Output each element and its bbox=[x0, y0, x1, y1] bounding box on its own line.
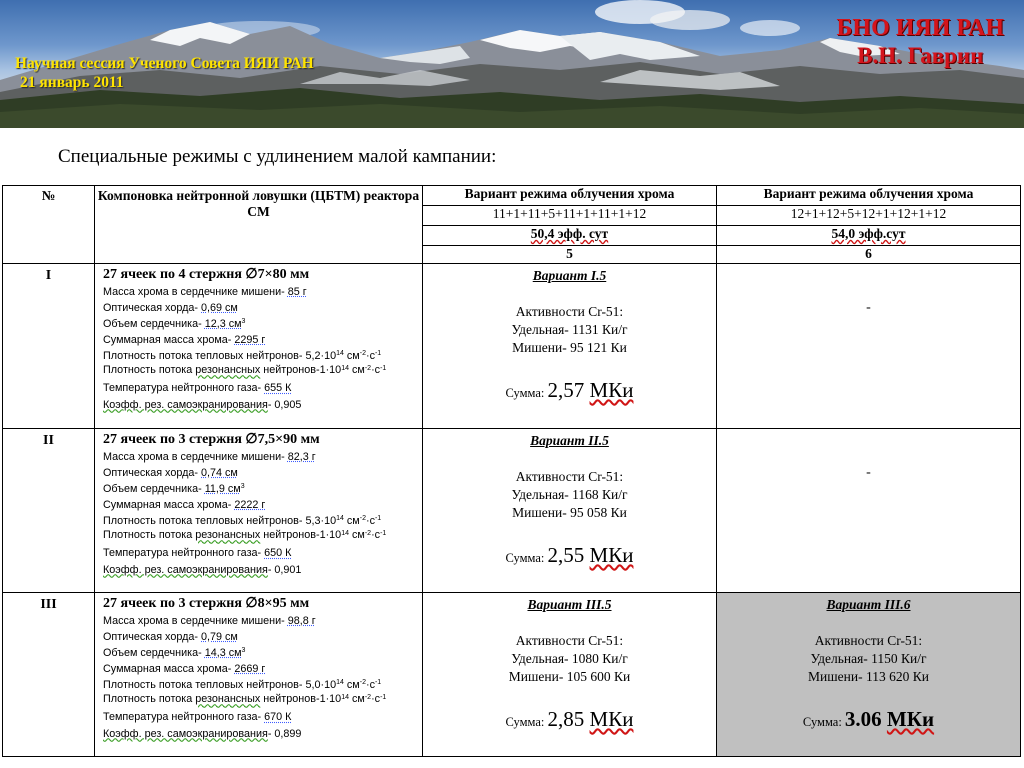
col-header-variant-b: Вариант режима облучения хрома bbox=[717, 186, 1021, 206]
variant-b-scheme: 12+1+12+5+12+1+12+1+12 bbox=[717, 206, 1021, 226]
param-resonant-flux: Плотность потока резонансных нейтронов-$1\cdot 10^{14}$ $см^{-2}\cdot с^{-1}$ bbox=[103, 693, 387, 706]
variant-a-cell bbox=[423, 429, 717, 593]
variant-name: Вариант I.5 bbox=[532, 268, 607, 283]
configuration-title: 27 ячеек по 3 стержня ∅8×95 мм bbox=[103, 596, 310, 611]
target-activity: Мишени- 113 620 Ки bbox=[808, 669, 929, 684]
param-mass: Масса хрома в сердечнике мишени- 85 г bbox=[103, 286, 307, 298]
specific-activity: Удельная- 1131 Ки/г bbox=[511, 322, 628, 337]
empty-dash: - bbox=[866, 300, 871, 315]
variant-a-index: 5 bbox=[423, 246, 717, 264]
activity-sum: Сумма: 2,55 МКи bbox=[505, 543, 634, 567]
activity-sum: Сумма: 2,57 МКи bbox=[505, 378, 634, 402]
configuration-title: 27 ячеек по 4 стержня ∅7×80 мм bbox=[103, 267, 310, 282]
param-volume: Объем сердечника- 11,9 $см^3$ bbox=[103, 483, 245, 496]
param-gas-temperature: Температура нейтронного газа- 650 К bbox=[103, 547, 292, 560]
specific-activity: Удельная- 1168 Ки/г bbox=[511, 487, 628, 502]
activity-sum: Сумма: 2,85 МКи bbox=[505, 707, 634, 731]
variant-b-cell bbox=[717, 593, 1021, 757]
variant-b-cell bbox=[717, 264, 1021, 429]
activity-heading: Активности Cr-51: bbox=[515, 304, 624, 319]
col-header-composition: Компоновка нейтронной ловушки (ЦБТМ) реактора СМ bbox=[95, 186, 423, 264]
param-mass: Масса хрома в сердечнике мишени- 98,8 г bbox=[103, 615, 316, 627]
param-chord: Оптическая хорда- 0,79 см bbox=[103, 631, 238, 644]
slide-title: Специальные режимы с удлинением малой кампании: bbox=[58, 146, 497, 167]
specific-activity: Удельная- 1150 Ки/г bbox=[810, 651, 927, 666]
author-name: В.Н. Гаврин bbox=[857, 43, 984, 68]
param-self-shielding: Коэфф. рез. самоэкранирования- 0,899 bbox=[103, 727, 302, 740]
regimes-table bbox=[2, 185, 1021, 757]
variant-b-index: 6 bbox=[717, 246, 1021, 264]
target-activity: Мишени- 95 058 Ки bbox=[512, 505, 627, 520]
variant-b-duration: 54,0 эфф.сут bbox=[717, 226, 1021, 246]
param-mass: Масса хрома в сердечнике мишени- 82,3 г bbox=[103, 451, 316, 463]
row-parameters bbox=[95, 429, 423, 593]
param-total-mass: Суммарная масса хрома- 2222 г bbox=[103, 499, 266, 512]
target-activity: Мишени- 105 600 Ки bbox=[508, 669, 631, 684]
variant-name: Вариант II.5 bbox=[530, 433, 609, 448]
param-thermal-flux: Плотность потока тепловых нейтронов- $5,3\cdot 10^{14}$ $см^{-2}\cdot с^{-1}$ bbox=[103, 515, 382, 528]
header-row bbox=[3, 186, 1021, 206]
specific-activity: Удельная- 1080 Ки/г bbox=[511, 651, 628, 666]
activity-heading: Активности Cr-51: bbox=[515, 469, 624, 484]
activity-heading: Активности Cr-51: bbox=[814, 633, 923, 648]
row-number: III bbox=[3, 593, 95, 757]
variant-name: Вариант III.5 bbox=[527, 597, 612, 612]
col-header-number: № bbox=[3, 186, 95, 264]
table-row bbox=[3, 429, 1021, 593]
session-caption bbox=[15, 54, 314, 92]
param-gas-temperature: Температура нейтронного газа- 670 К bbox=[103, 711, 292, 724]
session-title: Научная сессия Ученого Совета ИЯИ РАН bbox=[15, 55, 314, 72]
configuration-title: 27 ячеек по 3 стержня ∅7,5×90 мм bbox=[103, 432, 320, 447]
param-self-shielding: Коэфф. рез. самоэкранирования- 0,905 bbox=[103, 398, 302, 411]
row-number: I bbox=[3, 264, 95, 429]
param-thermal-flux: Плотность потока тепловых нейтронов- $5,0\cdot 10^{14}$ $см^{-2}\cdot с^{-1}$ bbox=[103, 679, 382, 692]
param-self-shielding: Коэфф. рез. самоэкранирования- 0,901 bbox=[103, 563, 302, 576]
variant-a-cell bbox=[423, 264, 717, 429]
activity-heading: Активности Cr-51: bbox=[515, 633, 624, 648]
session-date: 21 январь 2011 bbox=[20, 74, 124, 91]
activity-sum: Сумма: 3.06 МКи bbox=[802, 707, 935, 731]
variant-a-scheme: 11+1+11+5+11+1+11+1+12 bbox=[423, 206, 717, 226]
row-parameters bbox=[95, 593, 423, 757]
param-chord: Оптическая хорда- 0,69 см bbox=[103, 302, 238, 315]
param-volume: Объем сердечника- 12,3 $см^3$ bbox=[103, 318, 246, 331]
param-gas-temperature: Температура нейтронного газа- 655 К bbox=[103, 382, 292, 395]
param-chord: Оптическая хорда- 0,74 см bbox=[103, 467, 238, 480]
param-total-mass: Суммарная масса хрома- 2669 г bbox=[103, 663, 266, 676]
row-number: II bbox=[3, 429, 95, 593]
variant-a-cell bbox=[423, 593, 717, 757]
empty-dash: - bbox=[866, 464, 871, 480]
param-total-mass: Суммарная масса хрома- 2295 г bbox=[103, 334, 266, 347]
param-resonant-flux: Плотность потока резонансных нейтронов-$1\cdot 10^{14}$ $см^{-2}\cdot с^{-1}$ bbox=[103, 529, 387, 542]
organization-name: БНО ИЯИ РАН bbox=[836, 15, 1004, 41]
header-banner bbox=[0, 0, 1024, 128]
table-row bbox=[3, 593, 1021, 757]
table-row bbox=[3, 264, 1021, 429]
col-header-variant-a: Вариант режима облучения хрома bbox=[423, 186, 717, 206]
variant-name: Вариант III.6 bbox=[826, 597, 911, 612]
param-resonant-flux: Плотность потока резонансных нейтронов-$1\cdot 10^{14}$ $см^{-2}\cdot с^{-1}$ bbox=[103, 364, 387, 377]
variant-b-cell bbox=[717, 429, 1021, 593]
target-activity: Мишени- 95 121 Ки bbox=[512, 340, 627, 355]
row-parameters bbox=[95, 264, 423, 429]
param-thermal-flux: Плотность потока тепловых нейтронов- $5,2\cdot 10^{14}$ $см^{-2}\cdot с^{-1}$ bbox=[103, 350, 382, 363]
author-block bbox=[837, 14, 1004, 70]
variant-a-duration: 50,4 эфф. сут bbox=[423, 226, 717, 246]
param-volume: Объем сердечника- 14,3 $см^3$ bbox=[103, 647, 246, 660]
